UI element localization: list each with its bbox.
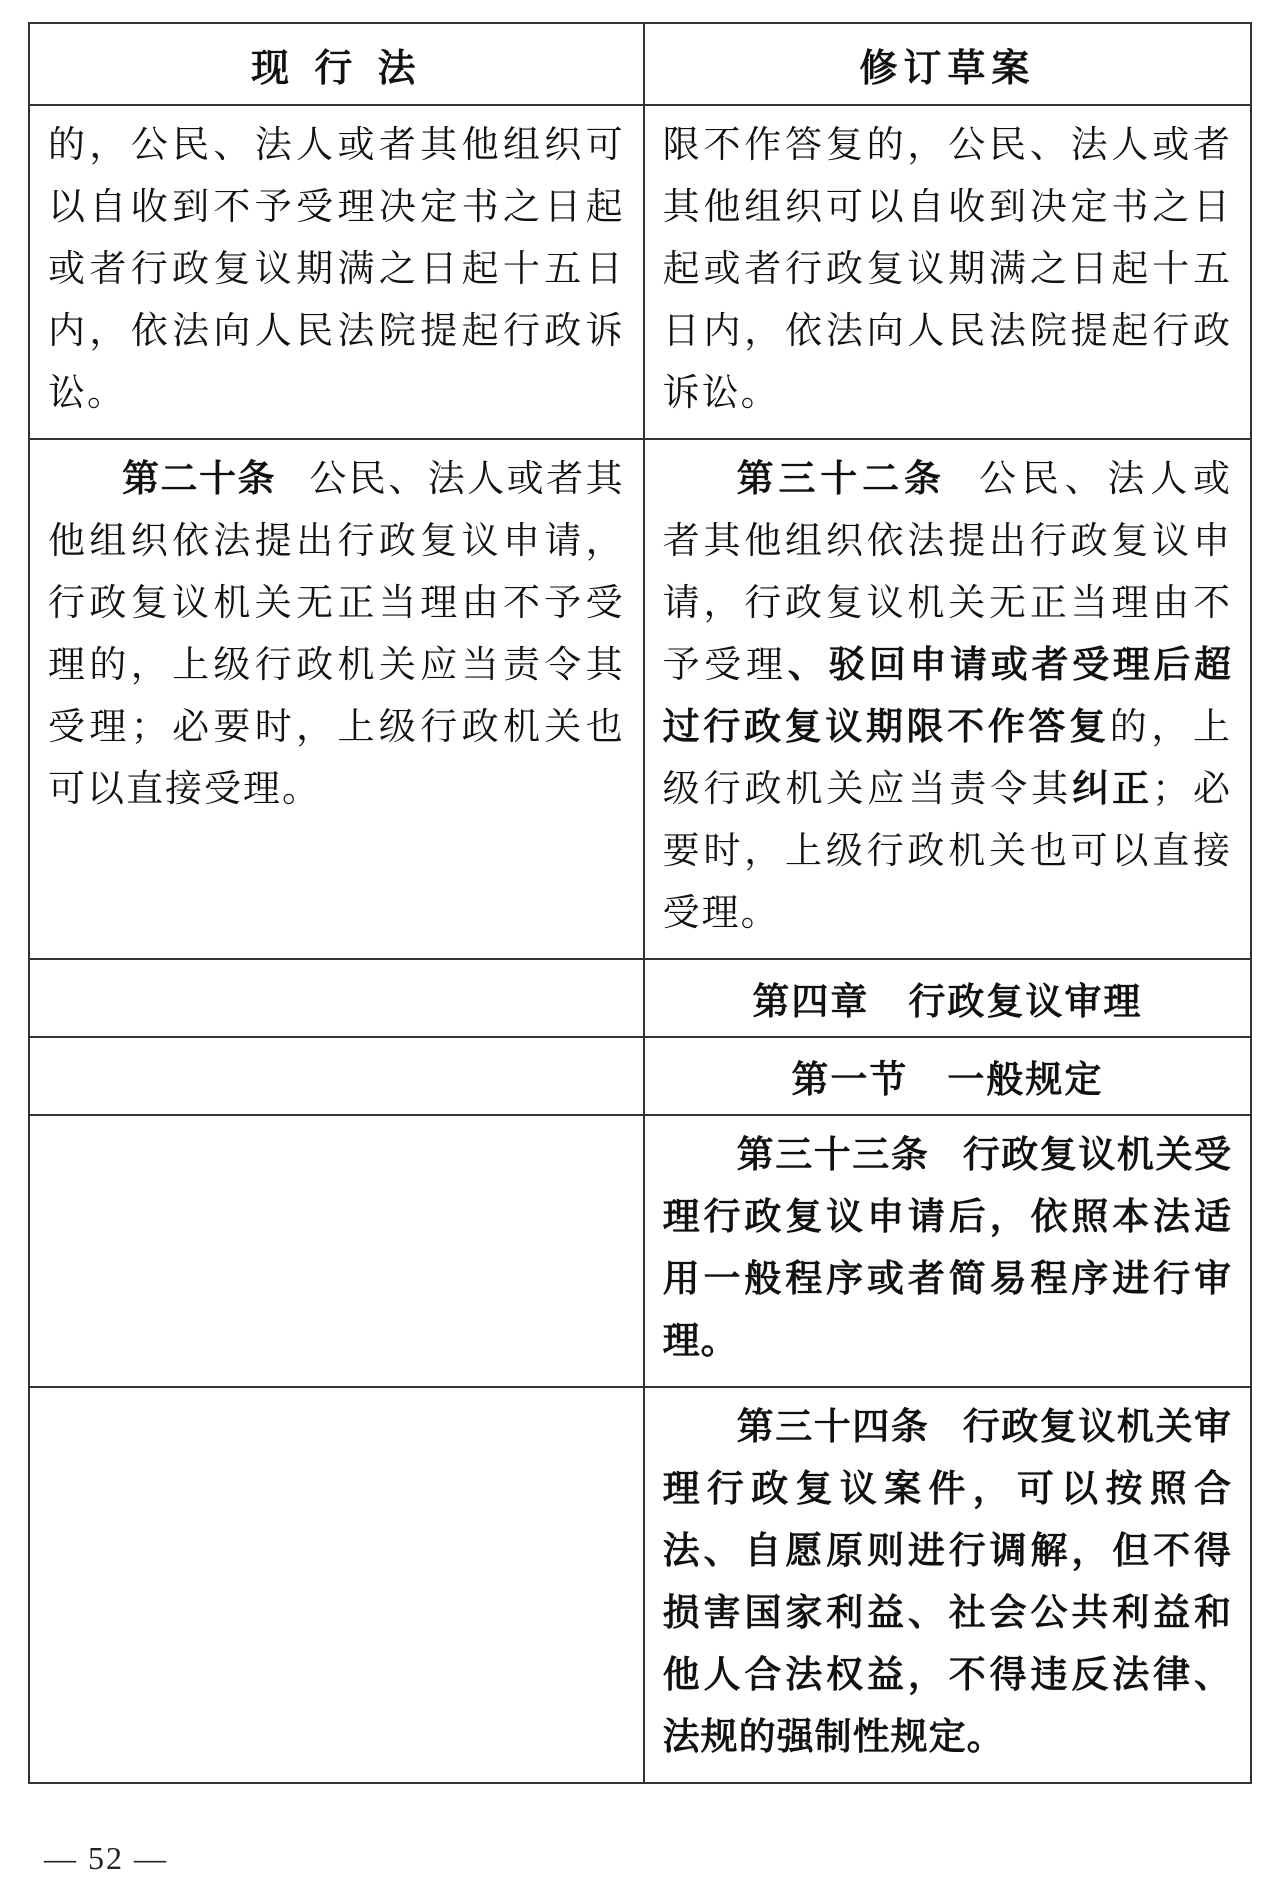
article-body: 行政复议机关审理行政复议案件，可以按照合法、自愿原则进行调解，但不得损害国家利益、社会公共利益和他人合法权益，不得违反法律、法规的强制性规定。	[662, 1405, 1233, 1758]
current-law-cell	[29, 105, 644, 439]
article-number: 第三十四条	[736, 1405, 930, 1448]
article-body: 公民、法人或者其他组织依法提出行政复议申请，行政复议机关无正当理由不予受理	[662, 457, 1233, 686]
current-law-article	[48, 440, 625, 834]
current-law-cell	[29, 959, 644, 1037]
table-row	[29, 439, 1251, 959]
table-row	[29, 1037, 1251, 1115]
article-body: ；必要时，上级行政机关也可以直接受理。	[662, 767, 1233, 934]
current-law-cell	[29, 1387, 644, 1783]
article-body: 的，上级行政机关应当责令其	[662, 705, 1233, 810]
article-number: 第二十条	[122, 457, 276, 500]
table-row	[29, 1387, 1251, 1783]
current-law-text: 的，公民、法人或者其他组织可以自收到不予受理决定书之日起或者行政复议期满之日起十五日内，依法向人民法院提起行政诉讼。	[48, 123, 625, 414]
article-body: 公民、法人或者其他组织依法提出行政复议申请，行政复议机关无正当理由不予受理的，上级行政机关应当责令其受理；必要时，上级行政机关也可以直接受理。	[48, 457, 625, 810]
table-row	[29, 959, 1251, 1037]
table-row	[29, 105, 1251, 439]
current-law-cell	[29, 439, 644, 959]
revised-draft-cell	[644, 1115, 1251, 1387]
amended-text: 、驳回申请或者受理后超过行政复议期限不作答复	[662, 643, 1233, 748]
page-number: — 52 —	[44, 1840, 168, 1876]
revised-draft-cell	[644, 439, 1251, 959]
article-number: 第三十三条	[736, 1133, 930, 1176]
chapter-heading: 第四章 行政复议审理	[644, 959, 1251, 1037]
header-revised-draft: 修订草案	[644, 23, 1251, 105]
revised-draft-cell	[644, 1387, 1251, 1783]
section-heading: 第一节 一般规定	[644, 1037, 1251, 1115]
table-row	[29, 1115, 1251, 1387]
current-law-cell	[29, 1115, 644, 1387]
article-body: 行政复议机关受理行政复议申请后，依照本法适用一般程序或者简易程序进行审理。	[662, 1133, 1233, 1362]
current-law-cell	[29, 1037, 644, 1115]
header-current-law: 现 行 法	[29, 23, 644, 105]
revised-draft-article	[663, 1116, 1232, 1386]
article-number: 第三十二条	[736, 457, 946, 500]
revised-draft-article	[663, 440, 1232, 958]
amended-text: 纠正	[1072, 767, 1153, 810]
revised-draft-article	[663, 1388, 1232, 1782]
revised-draft-text: 限不作答复的，公民、法人或者其他组织可以自收到决定书之日起或者行政复议期满之日起十五日内，依法向人民法院提起行政诉讼。	[662, 123, 1232, 414]
table-header-row	[29, 23, 1251, 105]
comparison-table	[28, 22, 1252, 1784]
revised-draft-cell	[644, 105, 1251, 439]
